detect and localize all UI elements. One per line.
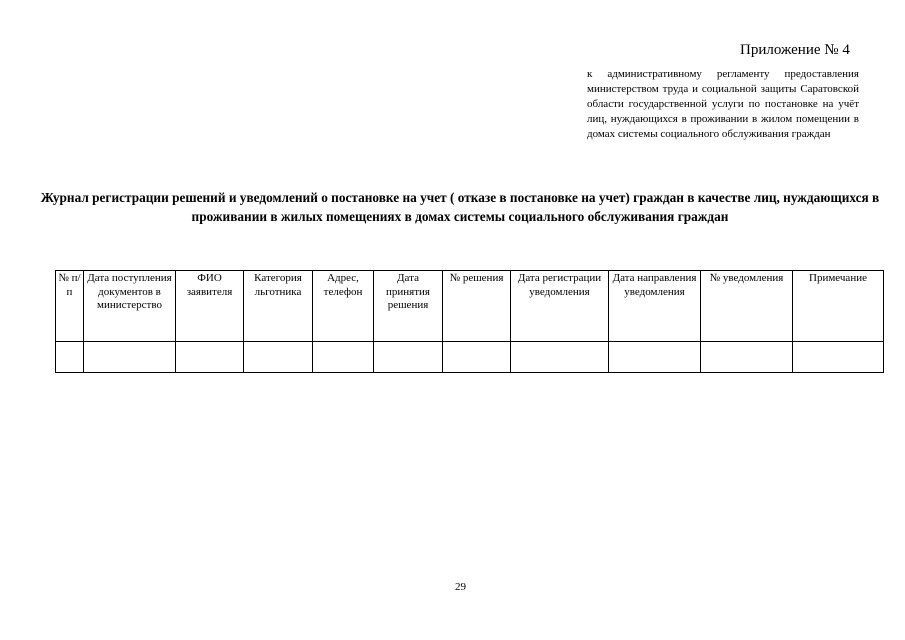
- table-cell: [374, 342, 443, 373]
- table-cell: [84, 342, 176, 373]
- table-cell: [511, 342, 609, 373]
- table-header-row: [56, 271, 884, 342]
- table-cell: [443, 342, 511, 373]
- table-cell: [701, 342, 793, 373]
- column-header-number: № п/п: [56, 271, 84, 342]
- column-header-applicant-name: ФИО заявителя: [176, 271, 244, 342]
- journal-table: [55, 270, 884, 373]
- column-header-notice-sent-date: Дата направления уведомления: [609, 271, 701, 342]
- column-header-address-phone: Адрес, телефон: [313, 271, 374, 342]
- column-header-beneficiary-category: Категория льготника: [244, 271, 313, 342]
- column-header-notice-registration-date: Дата регистрации уведомления: [511, 271, 609, 342]
- column-header-decision-number: № решения: [443, 271, 511, 342]
- table-cell: [56, 342, 84, 373]
- column-header-note: Примечание: [793, 271, 884, 342]
- column-header-notice-number: № уведомления: [701, 271, 793, 342]
- column-header-receipt-date: Дата поступления документов в министерство: [84, 271, 176, 342]
- table-cell: [244, 342, 313, 373]
- table-cell: [176, 342, 244, 373]
- column-header-decision-date: Дата принятия решения: [374, 271, 443, 342]
- table-row: [56, 342, 884, 373]
- journal-title: Журнал регистрации решений и уведомлений о постановке на учет ( отказе в постановке на учет) граждан в качестве лиц, нуждающихся в проживании в жилых помещениях в домах системы социального обслуживания граждан: [40, 190, 880, 224]
- table-cell: [609, 342, 701, 373]
- appendix-title: Приложение № 4: [740, 42, 850, 58]
- appendix-text: к административному регламенту предоставления министерством труда и социальной защиты Саратовской области государственной услуги по постановке на учёт лиц, нуждающихся в проживании в жилом помещении в домах системы социального обслуживания граждан: [587, 68, 859, 140]
- page-number: 29: [455, 581, 466, 593]
- table-cell: [793, 342, 884, 373]
- table-cell: [313, 342, 374, 373]
